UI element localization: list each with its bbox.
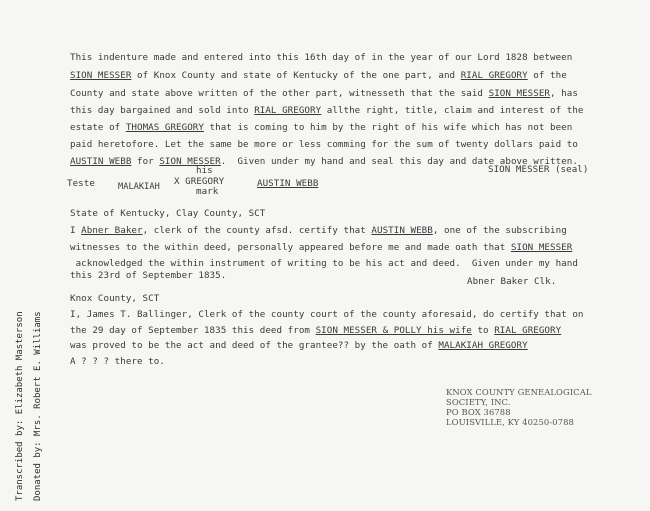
deed-text: that is coming to him by the right of his wife which has not been [203,122,573,133]
signature-text: his [196,165,213,176]
clay-heading [70,208,635,220]
signature-austin-webb [257,178,337,190]
knox-text: was proved to be the act and deed of the grantee?? by the oath of [70,340,439,351]
donated-by-note [33,311,43,501]
clay-text: acknowledged the within instrument of writing to be his act and deed. Given under my hand [70,258,578,269]
deed-text: County and state above written of the other part, witnesseth that the said [70,88,489,99]
deed-text: This indenture made and entered into this 16th day of in the year of our Lord 1828 between [70,52,573,63]
signature-sion-messer [488,164,638,176]
deed-text: this day bargained and sold into [70,105,255,116]
deed-text: . Given under my hand and seal this day and date above written. [220,156,578,167]
knox-text: A ? ? ? there to. [70,356,165,367]
side-text: Transcribed by: Elizabeth Masterson [15,311,25,501]
clay-line-3 [70,258,635,270]
signature-text: Teste [67,178,95,189]
name-sion-messer: SION MESSER [510,242,573,253]
deed-line-2 [70,70,635,82]
stamp-line: LOUISVILLE, KY 40250-0788 [446,417,574,427]
name-austin-webb: AUSTIN WEBB [70,156,132,167]
knox-line-1 [70,309,635,321]
stamp-line: PO BOX 36788 [446,407,511,417]
clay-text: , clerk of the county afsd. certify that [142,225,372,236]
name-malakiah-gregory: MALAKIAH GREGORY [438,340,528,351]
deed-line-3 [70,88,635,100]
signature-text: X GREGORY [174,176,225,187]
name-sion-messer: SION MESSER [488,88,551,99]
deed-line-1 [70,52,635,64]
name-rial-gregory: RIAL GREGORY [494,325,562,336]
knox-text: I, James T. Ballinger, Clerk of the county court of the county aforesaid, do certify that on [70,309,584,320]
side-text: Donated by: Mrs. Robert E. Williams [33,311,43,501]
knox-line-4 [70,356,635,368]
signature-text: SION MESSER (seal) [488,164,589,175]
name-sion-messer: SION MESSER [70,70,132,81]
name-rial-gregory: RIAL GREGORY [254,105,322,116]
clay-text: , one of the subscribing [432,225,567,236]
knox-line-3 [70,340,635,352]
clay-text: witnesses to the within deed, personally appeared before me and made oath that [70,242,511,253]
knox-text: to [471,325,495,336]
deed-text: of Knox County and state of Kentucky of the one part, and [131,70,461,81]
clay-text: this 23rd of September 1835. [70,270,227,281]
signature-text: AUSTIN WEBB [257,178,319,189]
name-thomas-gregory: THOMAS GREGORY [125,122,204,133]
clerk-name: Abner Baker Clk. [467,276,557,287]
section-heading: State of Kentucky, Clay County, SCT [70,208,266,219]
clay-line-2 [70,242,635,254]
signature-teste [67,178,107,190]
name-sion-polly: SION MESSER & POLLY his wife [315,325,472,336]
deed-line-6 [70,139,635,151]
clay-line-1 [70,225,635,237]
deed-text: of the [527,70,567,81]
deed-text: paid heretofore. Let the same be more or less comming for the sum of twenty dollars paid to [70,139,578,150]
deed-text: for [131,156,160,167]
name-austin-webb: AUSTIN WEBB [371,225,433,236]
signature-text: mark [196,186,219,197]
name-rial-gregory: RIAL GREGORY [460,70,528,81]
name-sion-messer: SION MESSER [159,156,221,167]
stamp-line: SOCIETY, INC. [446,397,511,407]
signature-mark [196,186,246,198]
clerk-signature [467,276,617,288]
name-abner-baker: Abner Baker [81,225,143,236]
signature-malakiah [118,181,178,193]
knox-line-2 [70,325,635,337]
deed-text: allthe right, title, claim and interest of the [321,105,584,116]
section-heading: Knox County, SCT [70,293,160,304]
signature-text: MALAKIAH [118,182,160,192]
deed-text: , has [550,88,578,99]
deed-text: estate of [70,122,126,133]
transcribed-by-note [15,311,25,501]
deed-line-4 [70,105,635,117]
knox-heading [70,293,635,305]
knox-text: the 29 day of September 1835 this deed from [70,325,316,336]
society-stamp [446,387,592,427]
clay-text: I [70,225,82,236]
stamp-line: KNOX COUNTY GENEALOGICAL [446,387,592,397]
deed-line-5 [70,122,635,134]
